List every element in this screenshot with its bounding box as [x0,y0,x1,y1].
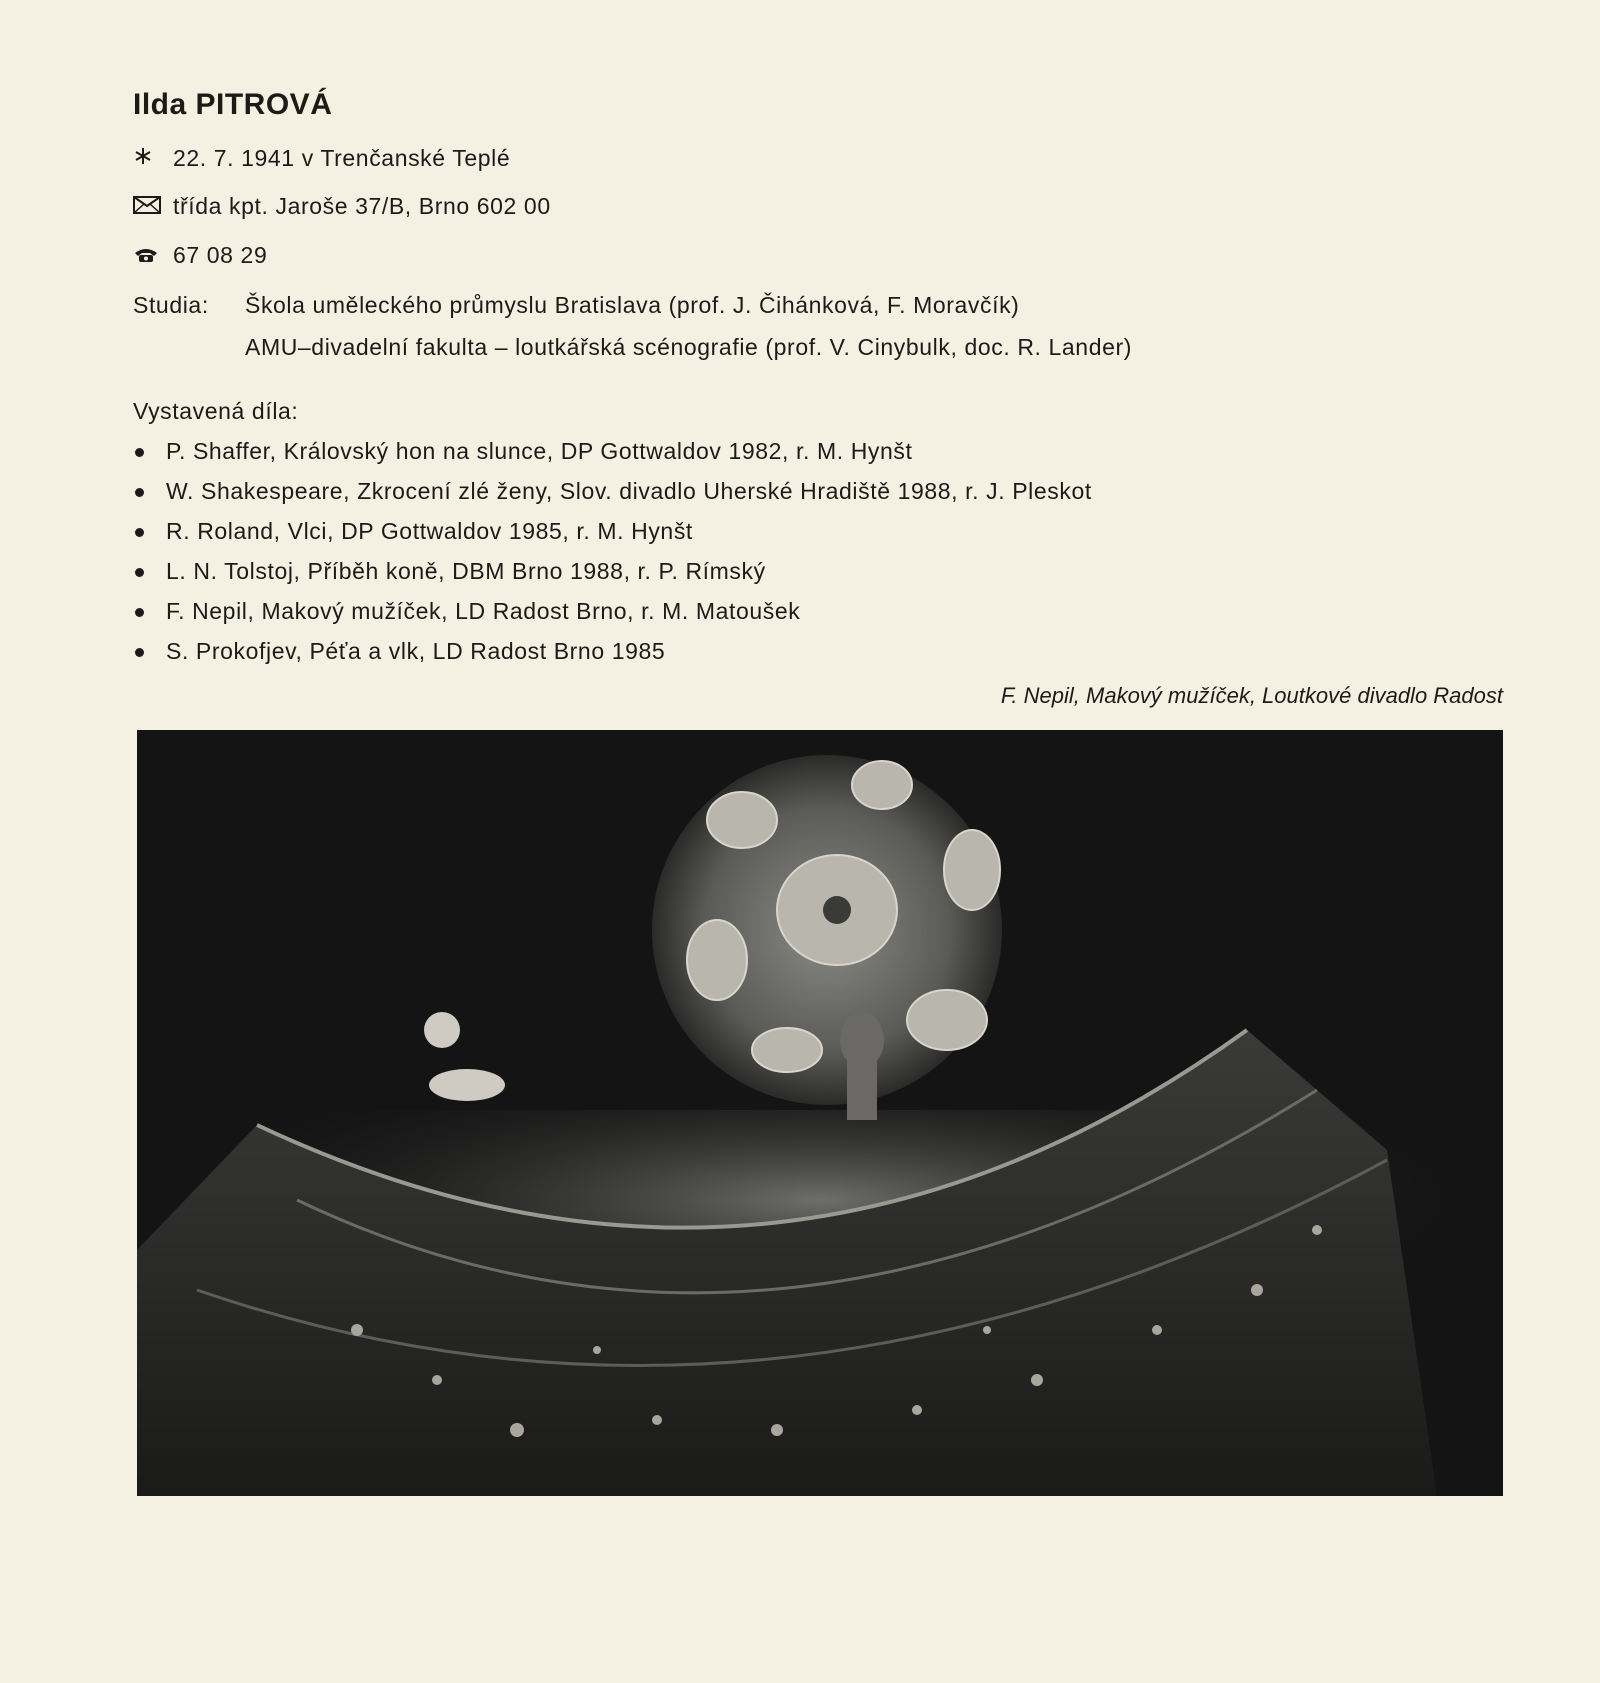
work-text: R. Roland, Vlci, DP Gottwaldov 1985, r. M. Hynšt [166,518,693,544]
bullet-icon [135,448,144,457]
address-text: třída kpt. Jaroše 37/B, Brno 602 00 [173,193,551,219]
studies-label: Studia: [133,292,209,318]
work-text: F. Nepil, Makový mužíček, LD Radost Brno, r. M. Matoušek [166,598,801,624]
bullet-icon [135,648,144,657]
bullet-icon [135,608,144,617]
works-list-item [133,597,1092,637]
works-list-item [133,437,1092,477]
studies-item: Škola uměleckého průmyslu Bratislava (prof. J. Čihánková, F. Moravčík) [245,292,1020,318]
phone-line [133,242,267,269]
birth-text: 22. 7. 1941 v Trenčanské Teplé [173,145,511,171]
bullet-icon [135,488,144,497]
works-list-item [133,517,1092,557]
works-list-item [133,557,1092,597]
stage-photo-illustration [137,730,1503,1496]
phone-text: 67 08 29 [173,242,268,268]
works-heading: Vystavená díla: [133,398,299,424]
photo-caption: F. Nepil, Makový mužíček, Loutkové divadlo Radost [1000,683,1503,708]
work-text: W. Shakespeare, Zkrocení zlé ženy, Slov. divadlo Uherské Hradiště 1988, r. J. Pleskot [166,478,1092,504]
stage-photo [137,730,1503,1496]
telephone-icon [133,242,173,269]
work-text: P. Shaffer, Královský hon na slunce, DP Gottwaldov 1982, r. M. Hynšt [166,438,913,464]
works-list-item [133,477,1092,517]
address-line [133,193,551,220]
artist-name: Ilda PITROVÁ [133,88,333,121]
works-list-item [133,637,1092,677]
bullet-icon [135,568,144,577]
envelope-icon [133,193,173,220]
bullet-icon [135,528,144,537]
birth-line [133,145,510,172]
studies-item: AMU–divadelní fakulta – loutkářská scénografie (prof. V. Cinybulk, doc. R. Lander) [245,334,1133,360]
works-list [133,437,1092,677]
asterisk-icon [133,145,173,172]
work-text: L. N. Tolstoj, Příběh koně, DBM Brno 1988, r. P. Rímský [166,558,766,584]
work-text: S. Prokofjev, Péťa a vlk, LD Radost Brno 1985 [166,638,666,664]
